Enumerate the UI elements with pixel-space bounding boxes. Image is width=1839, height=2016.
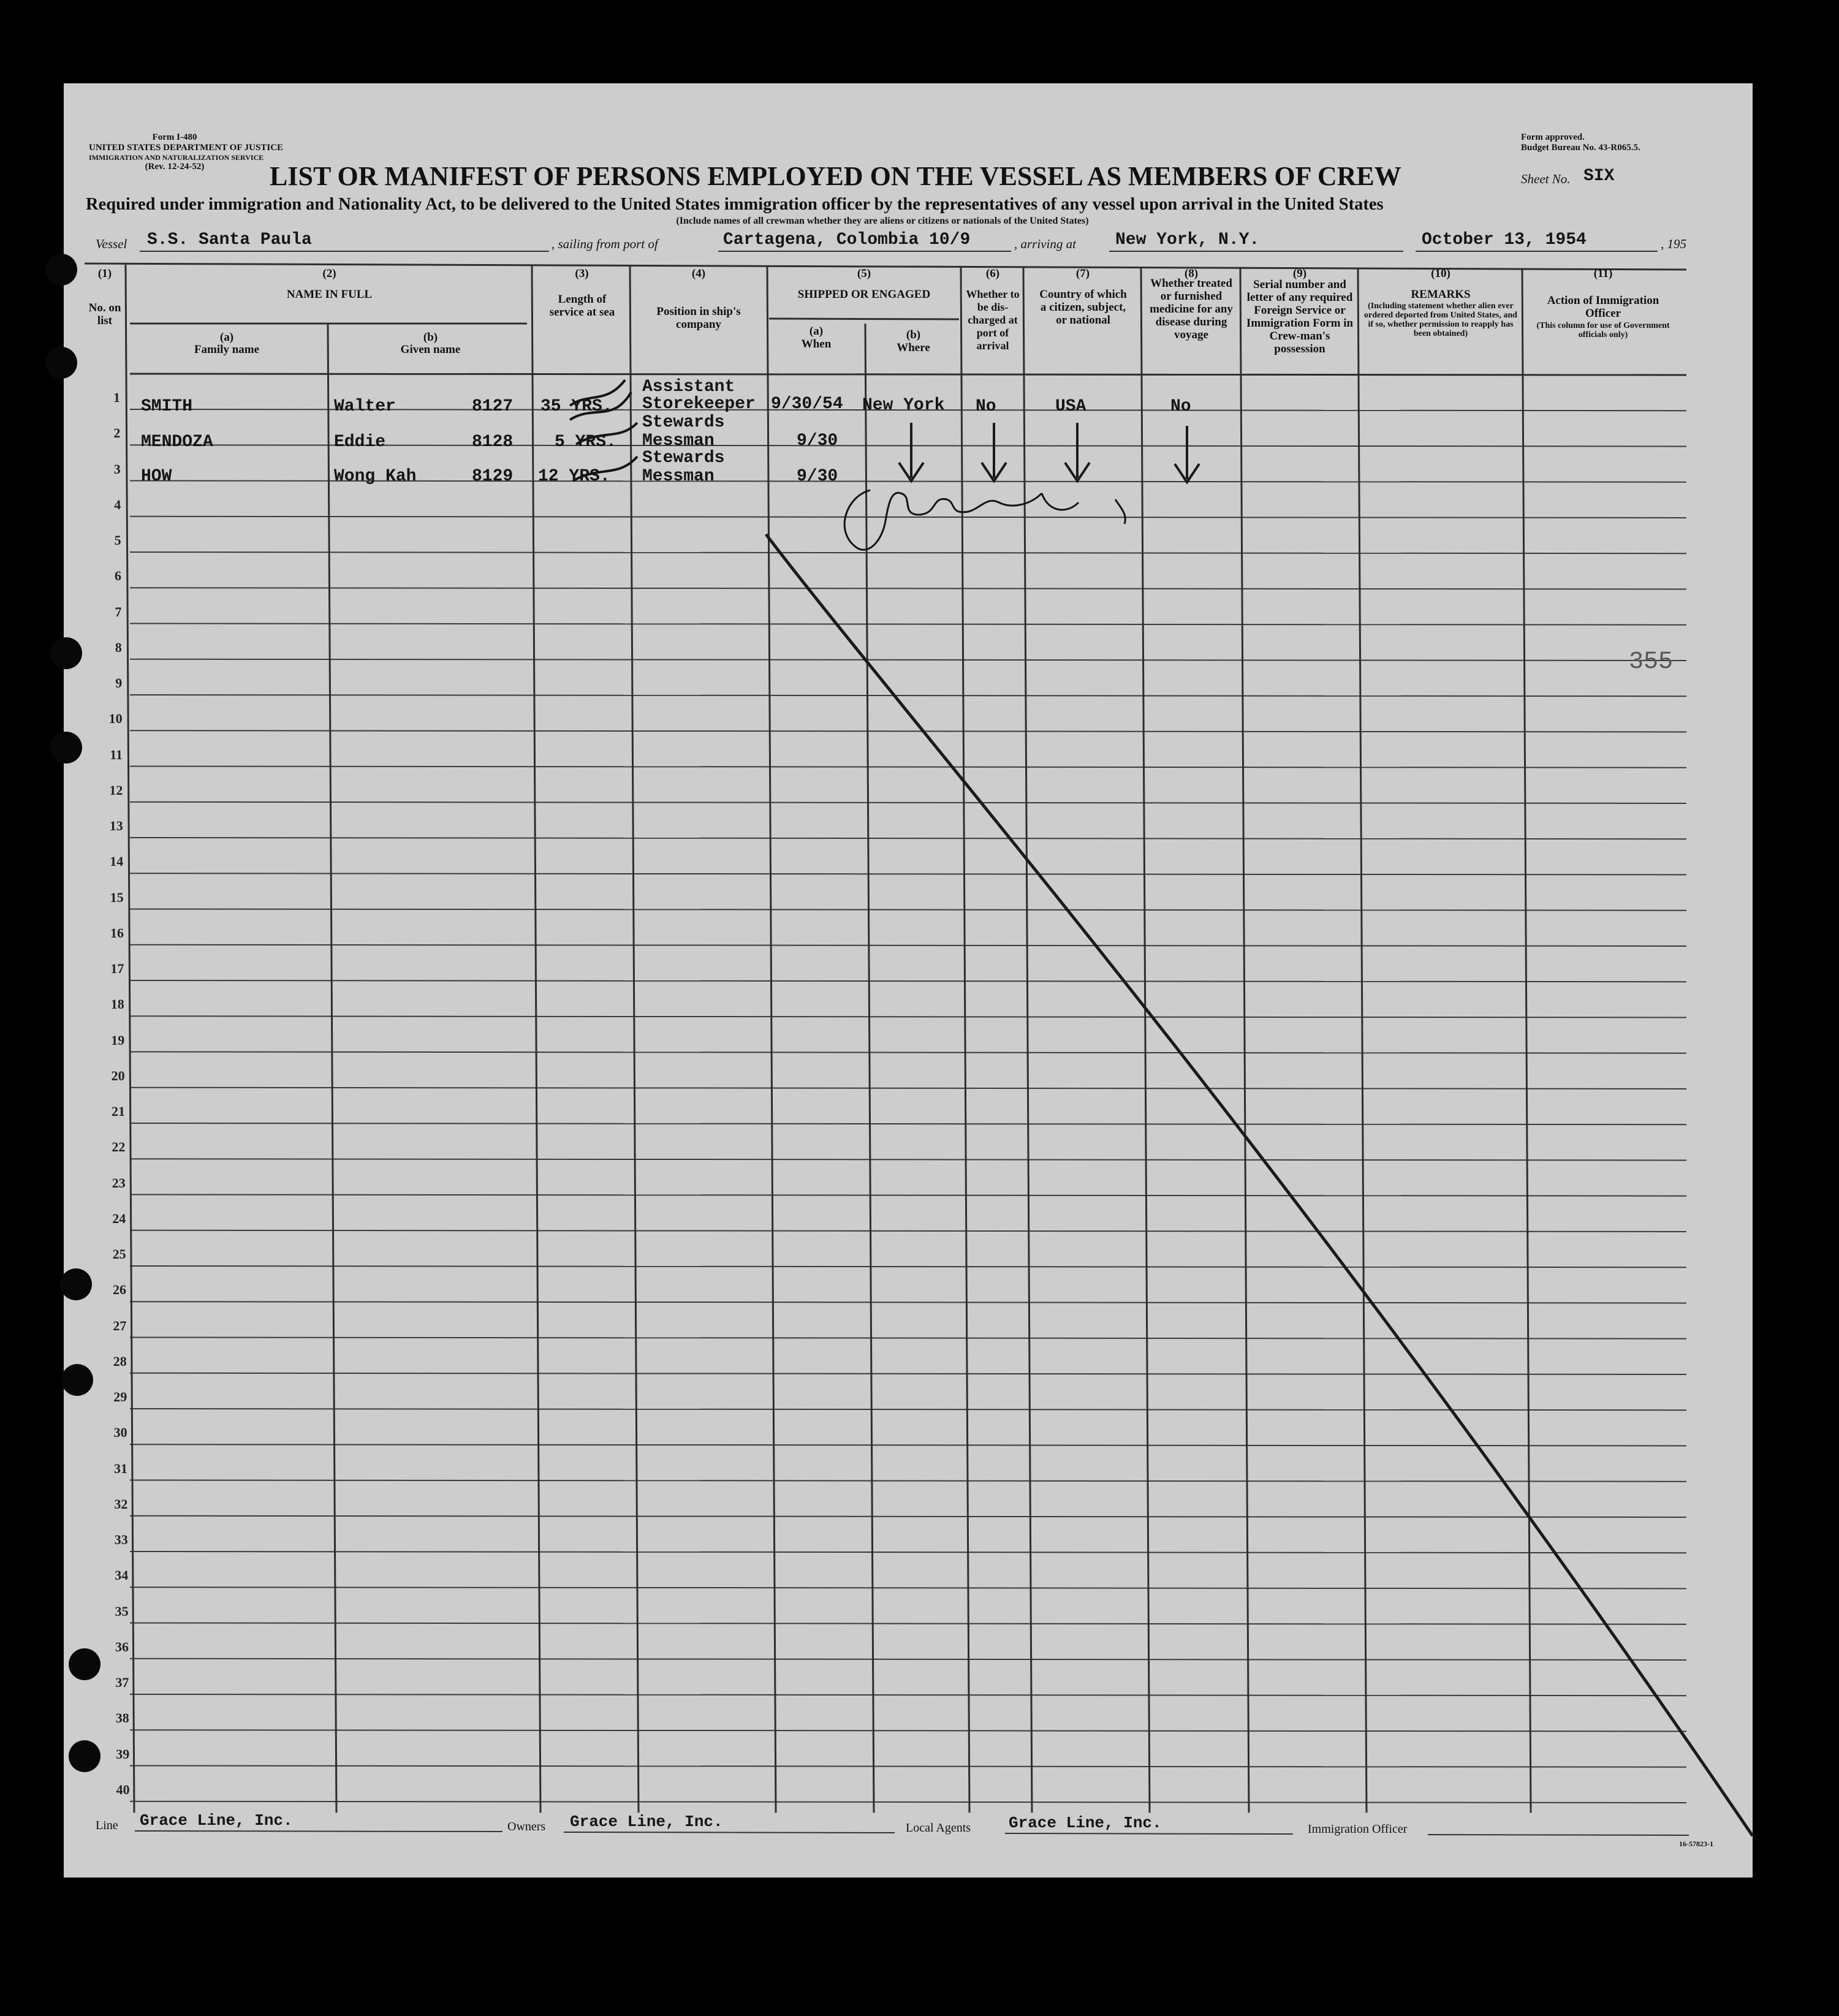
crew-shipped-when: 9/30: [797, 431, 838, 450]
row-rule: [130, 1266, 1686, 1267]
column-rule: [961, 267, 969, 1813]
row-number: 10: [108, 711, 123, 727]
line-label: Line: [96, 1819, 118, 1832]
row-rule: [130, 1088, 1686, 1089]
row-number: 12: [109, 782, 123, 798]
row-rule: [130, 1159, 1686, 1160]
form-note: (Include names of all crewman whether they are aliens or citizens or nationals of the United States): [676, 216, 1089, 226]
col9-number: (9): [1292, 267, 1307, 280]
form-revision: (Rev. 12-24-52): [145, 162, 205, 172]
crew-service: 12 YRS.: [538, 467, 610, 486]
col11-label: Action of Immigration Officer: [1547, 294, 1659, 320]
crew-given-name: Walter: [334, 397, 396, 416]
row-rule: [130, 588, 1686, 589]
col3-label: Length of service at sea: [549, 293, 615, 319]
row-rule: [130, 1123, 1686, 1124]
col11-note: (This column for use of Government officials only): [1536, 321, 1670, 339]
col2a-number: (a): [219, 331, 234, 344]
row-number: 19: [111, 1032, 125, 1048]
col5-label: SHIPPED OR ENGAGED: [797, 288, 931, 301]
crew-given-name: Wong Kah: [334, 467, 417, 486]
row-number: 35: [115, 1603, 129, 1619]
crew-family-name: HOW: [141, 467, 172, 486]
row-rule: [130, 1730, 1686, 1731]
row-rule: [130, 1373, 1686, 1374]
row-rule: [130, 802, 1686, 803]
row-number: 29: [113, 1389, 127, 1404]
row-rule: [130, 624, 1686, 625]
row-number: 18: [110, 996, 124, 1012]
crew-service: 5 YRS.: [555, 433, 616, 452]
row-number: 37: [115, 1675, 129, 1690]
col1-label: No. on list: [88, 301, 121, 327]
column-rule: [1358, 269, 1367, 1813]
crew-position-top: Stewards: [642, 449, 725, 468]
col5b-label: Where: [897, 341, 930, 354]
row-rule: [130, 1766, 1686, 1767]
col9-label: Serial number and letter of any required Foreign Service or Immigration Form in Crew-man's possession: [1246, 278, 1354, 355]
col10-number: (10): [1431, 267, 1450, 280]
column-rule: [1023, 268, 1032, 1813]
crew-family-name: MENDOZA: [141, 433, 213, 452]
col5a-label: When: [801, 338, 832, 351]
row-number: 6: [115, 568, 121, 584]
sailing-label: , sailing from port of: [552, 237, 658, 251]
column-rule: [1141, 268, 1150, 1813]
arrival-date: October 13, 1954: [1422, 230, 1587, 249]
agents-label: Local Agents: [906, 1821, 971, 1835]
owners-value: Grace Line, Inc.: [570, 1813, 723, 1831]
arriving-label: , arriving at: [1014, 237, 1076, 251]
print-code: 16-57823-1: [1679, 1840, 1713, 1848]
sheet-number: SIX: [1583, 167, 1615, 186]
owners-label: Owners: [507, 1820, 546, 1833]
row-rule: [130, 767, 1686, 768]
crew-discharged: No: [976, 397, 996, 416]
row-number: 5: [114, 532, 121, 548]
col10-label: REMARKS: [1411, 288, 1471, 301]
row-rule: [130, 1623, 1686, 1624]
crew-shipped-where: New York: [862, 396, 945, 415]
row-rule: [130, 1444, 1686, 1446]
row-number: 3: [113, 461, 121, 477]
crew-country: USA: [1055, 397, 1086, 416]
row-rule: [130, 730, 1686, 732]
row-rule: [130, 1587, 1686, 1588]
row-rule: [130, 909, 1686, 911]
col4-label: Position in ship's company: [656, 305, 741, 331]
cancellation-line: [766, 534, 1753, 1836]
row-rule: [130, 552, 1686, 553]
col10-note: (Including statement whether alien ever ordered deported from United States, and if so, whether permission to reapply has been obtained): [1364, 301, 1517, 338]
form-title: LIST OR MANIFEST OF PERSONS EMPLOYED ON THE VESSEL AS MEMBERS OF CREW: [270, 161, 1401, 191]
col3-number: (3): [575, 267, 589, 280]
row-number: 33: [114, 1532, 128, 1547]
year-suffix: , 195: [1661, 237, 1686, 251]
row-number: 25: [112, 1246, 126, 1262]
row-number: 39: [116, 1746, 130, 1762]
row-number: 24: [112, 1210, 126, 1226]
row-rule: [130, 1480, 1686, 1482]
row-number: 23: [112, 1175, 126, 1191]
row-number: 31: [114, 1460, 127, 1476]
row-number: 34: [115, 1567, 129, 1583]
column-rule: [532, 265, 540, 1813]
row-number: 14: [110, 854, 124, 870]
row-number: 21: [112, 1104, 125, 1119]
row-number: 20: [111, 1067, 125, 1083]
col4-number: (4): [691, 267, 706, 280]
row-number: 17: [110, 961, 124, 976]
row-number: 4: [114, 496, 121, 512]
crew-treated: No: [1170, 397, 1191, 416]
row-number: 26: [113, 1282, 126, 1298]
row-rule: [130, 1195, 1686, 1196]
col2a-label: Family name: [194, 343, 260, 356]
crew-position: Messman: [642, 431, 715, 450]
col5a-number: (a): [809, 325, 824, 338]
sailing-port: Cartagena, Colombia 10/9: [723, 230, 971, 249]
col11-number: (11): [1593, 267, 1613, 280]
row-number: 15: [110, 889, 124, 905]
col1-number: (1): [97, 267, 112, 280]
row-number: 11: [110, 746, 123, 762]
row-rule: [130, 1659, 1686, 1660]
row-number: 36: [115, 1639, 129, 1654]
col6-label: Whether to be dis-charged at port of arrival: [966, 288, 1020, 352]
row-rule: [130, 1016, 1686, 1017]
ditto-arrows: [899, 423, 1199, 482]
row-rule: [130, 1230, 1686, 1232]
col2-number: (2): [322, 267, 336, 280]
line-value: Grace Line, Inc.: [140, 1811, 293, 1830]
column-rule: [1240, 268, 1249, 1813]
arrival-port: New York, N.Y.: [1115, 230, 1260, 249]
row-rule: [130, 1302, 1686, 1303]
crew-shipped-when: 9/30: [797, 467, 838, 486]
row-number: 22: [112, 1139, 126, 1155]
form-subtitle: Required under immigration and Nationality Act, to be delivered to the United States immigration officer by the representatives of any vessel upon arrival in the United States: [86, 195, 1384, 214]
crew-position: Messman: [642, 467, 715, 486]
row-rule: [130, 1694, 1686, 1696]
col2b-number: (b): [423, 331, 438, 344]
crew-code: 8129: [472, 467, 514, 486]
sheet-label: Sheet No.: [1521, 172, 1571, 186]
row-number: 32: [114, 1496, 128, 1512]
row-rule: [130, 1338, 1686, 1339]
col6-number: (6): [985, 267, 1000, 280]
row-number: 40: [116, 1781, 130, 1797]
row-rule: [130, 1802, 1686, 1803]
crew-service: 35 YRS.: [540, 397, 613, 416]
col2-label: NAME IN FULL: [286, 288, 373, 301]
col8-label: Whether treated or furnished medicine for any disease during voyage: [1150, 277, 1233, 341]
row-number: 16: [110, 925, 124, 941]
crew-code: 8127: [472, 397, 514, 416]
row-rule: [130, 659, 1686, 661]
row-number: 13: [109, 818, 123, 833]
col7-label: Country of which a citizen, subject, or national: [1039, 288, 1127, 327]
row-rule: [130, 873, 1686, 874]
crew-position-top: Assistant: [642, 377, 735, 396]
row-rule: [130, 945, 1686, 946]
crew-given-name: Eddie: [334, 433, 386, 452]
row-rule: [130, 695, 1686, 696]
row-rule: [130, 1552, 1686, 1553]
col7-number: (7): [1075, 267, 1090, 280]
row-number: 27: [113, 1317, 127, 1333]
row-number: 9: [115, 675, 123, 691]
row-rule: [130, 838, 1686, 839]
vessel-label: Vessel: [96, 237, 127, 251]
row-number: 38: [115, 1710, 129, 1726]
officer-label: Immigration Officer: [1308, 1822, 1408, 1836]
row-number: 7: [115, 604, 122, 620]
col5b-number: (b): [906, 328, 921, 341]
column-rule: [767, 267, 776, 1813]
col5-number: (5): [857, 267, 871, 280]
form-number: Form I-480: [152, 132, 197, 142]
crew-code: 8128: [472, 433, 514, 452]
service-name: IMMIGRATION AND NATURALIZATION SERVICE: [89, 153, 264, 162]
crew-position-top: Stewards: [642, 413, 725, 432]
row-rule: [130, 1516, 1686, 1517]
budget-bureau: Budget Bureau No. 43-R065.5.: [1521, 143, 1640, 153]
officer-signature: [844, 490, 1125, 550]
row-number: 8: [115, 639, 122, 655]
col8-number: (8): [1184, 267, 1199, 280]
row-number: 1: [113, 390, 120, 405]
voyage-underlines: [0, 245, 1839, 257]
row-number: 2: [113, 425, 121, 441]
agents-value: Grace Line, Inc.: [1009, 1814, 1162, 1832]
column-rule: [328, 324, 336, 1813]
row-rule: [130, 980, 1686, 982]
row-rule: [130, 1052, 1686, 1053]
crew-family-name: SMITH: [141, 397, 193, 416]
row-rule: [130, 517, 1686, 518]
footer-underlines: [0, 1826, 1839, 1838]
header-bottom-rule: [130, 374, 1686, 375]
row-number: 28: [113, 1353, 127, 1369]
col2b-label: Given name: [400, 343, 461, 356]
page-stamp: 355: [1629, 648, 1674, 676]
form-approved: Form approved.: [1521, 132, 1585, 142]
department-name: UNITED STATES DEPARTMENT OF JUSTICE: [89, 143, 284, 153]
row-number: 30: [113, 1425, 127, 1441]
column-rule: [1522, 270, 1531, 1813]
crew-shipped-when: 9/30/54: [771, 395, 843, 414]
column-rule: [630, 266, 639, 1813]
crew-position: Storekeeper: [642, 395, 756, 414]
vessel-name: S.S. Santa Paula: [147, 230, 312, 249]
